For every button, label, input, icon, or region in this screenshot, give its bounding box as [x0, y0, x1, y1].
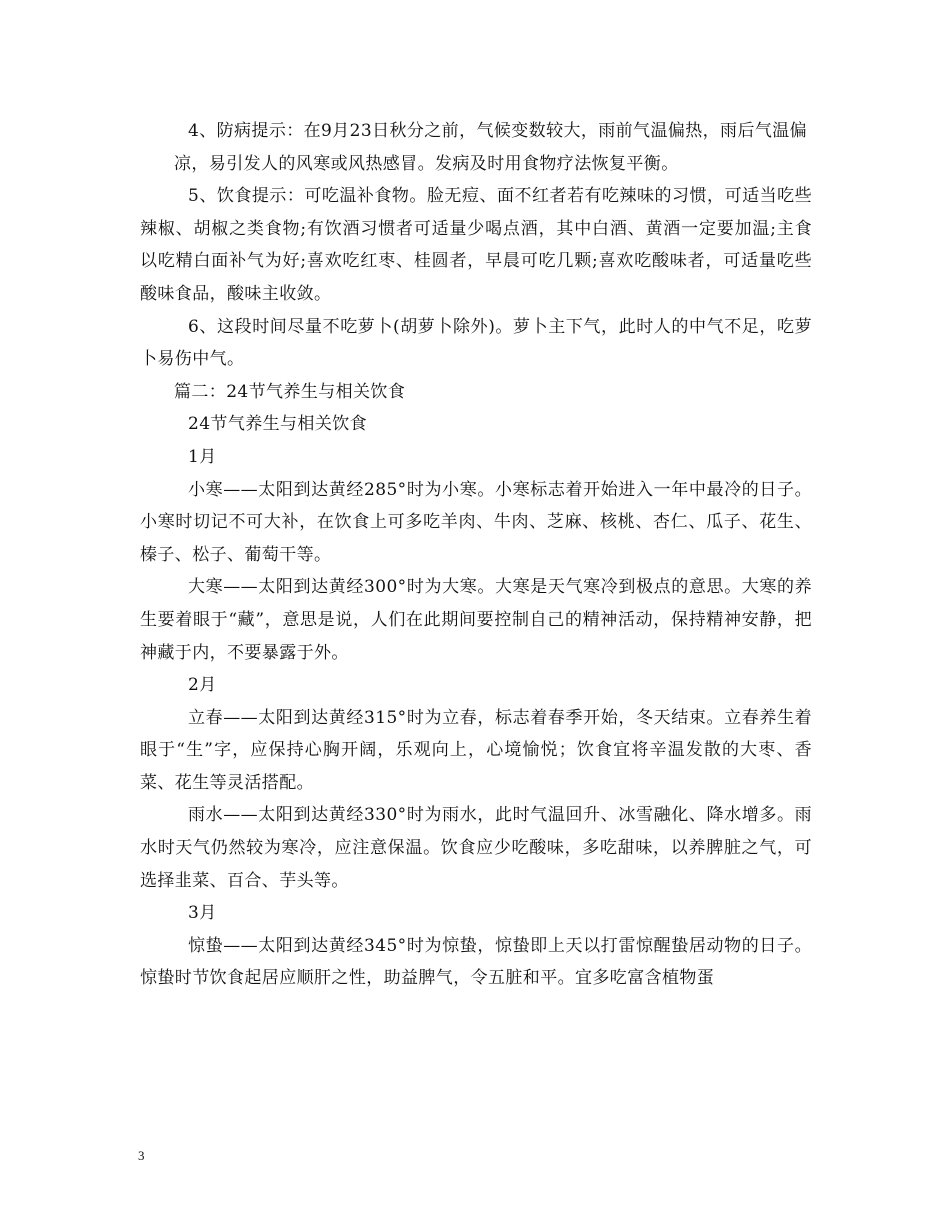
paragraph-lichun: 立春——太阳到达黄经315°时为立春，标志着春季开始，冬天结束。立春养生着眼于“生”字，应保持心胸开阔，乐观向上，心境愉悦；饮食宜将辛温发散的大枣、香菜、花生等灵活搭配。	[140, 707, 812, 793]
month-heading-march: 3月	[188, 903, 217, 924]
document-title: 24节气养生与相关饮食	[188, 414, 368, 435]
section-heading-part-two: 篇二：24节气养生与相关饮食	[174, 381, 406, 402]
paragraph-disease-prevention: 4、防病提示：在9月23日秋分之前，气候变数较大，雨前气温偏热，雨后气温偏	[188, 121, 808, 141]
month-heading-january: 1月	[188, 446, 217, 467]
document-body	[140, 115, 812, 995]
paragraph-diet-tips: 5、饮食提示：可吃温补食物。脸无痘、面不红者若有吃辣味的习惯，可适当吃些辣椒、胡椒之类食物;有饮酒习惯者可适量少喝点酒，其中白酒、黄酒一定要加温;主食以吃精白面补气为好;喜欢吃红枣、桂圆者，早晨可吃几颗;喜欢吃酸味者，可适量吃些酸味食品，酸味主收敛。	[140, 186, 812, 304]
paragraph-jingzhe: 惊蛰——太阳到达黄经345°时为惊蛰，惊蛰即上天以打雷惊醒蛰居动物的日子。惊蛰时节饮食起居应顺肝之性，助益脾气，令五脏和平。宜多吃富含植物蛋	[140, 935, 812, 989]
paragraph-xiaohan: 小寒——太阳到达黄经285°时为小寒。小寒标志着开始进入一年中最冷的日子。小寒时切记不可大补，在饮食上可多吃羊肉、牛肉、芝麻、核桃、杏仁、瓜子、花生、榛子、松子、葡萄干等。	[140, 479, 812, 565]
paragraph-disease-prevention-cont: 凉，易引发人的风寒或风热感冒。发病及时用食物疗法恢复平衡。	[174, 153, 679, 174]
paragraph-yushui: 雨水——太阳到达黄经330°时为雨水，此时气温回升、冰雪融化、降水增多。雨水时天气仍然较为寒冷，应注意保温。饮食应少吃酸味，多吃甜味，以养脾脏之气，可选择韭菜、百合、芋头等。	[140, 805, 812, 891]
page-number: 3	[138, 1148, 145, 1163]
paragraph-radish-advice: 6、这段时间尽量不吃萝卜(胡萝卜除外)。萝卜主下气，此时人的中气不足，吃萝卜易伤中气。	[140, 316, 812, 370]
paragraph-dahan: 大寒——太阳到达黄经300°时为大寒。大寒是天气寒冷到极点的意思。大寒的养生要着眼于“藏”，意思是说，人们在此期间要控制自己的精神活动，保持精神安静，把神藏于内，不要暴露于外。	[140, 577, 812, 663]
month-heading-february: 2月	[188, 675, 217, 696]
